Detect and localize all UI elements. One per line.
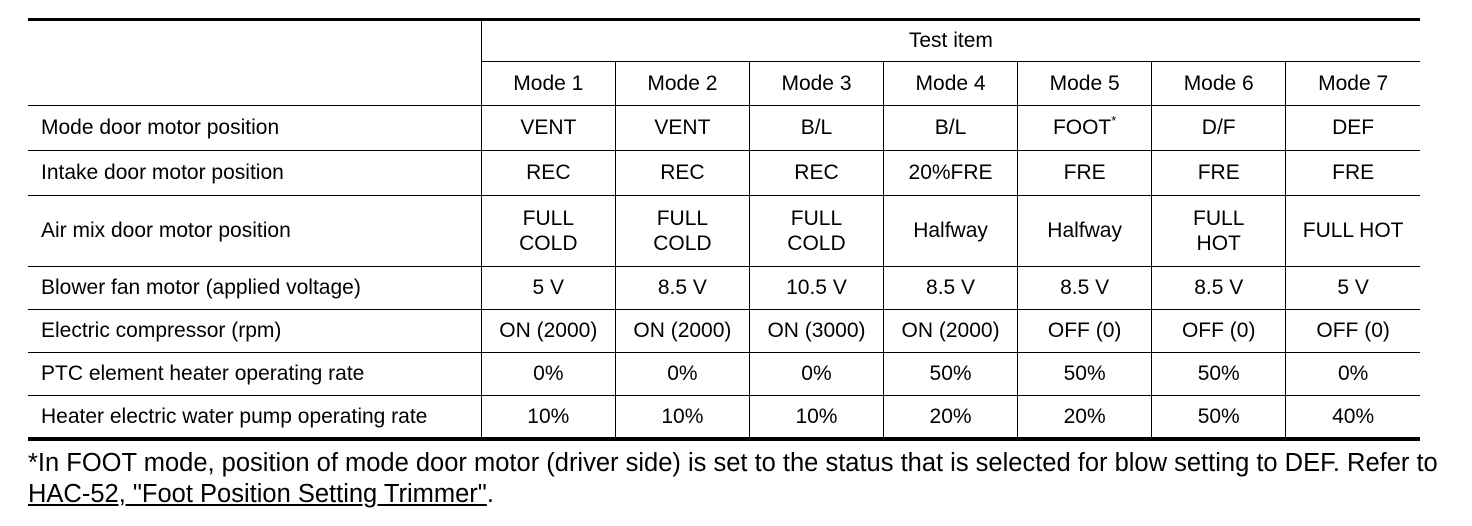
test-item-table-container <box>28 18 1420 441</box>
cell-line: FULL <box>656 206 709 230</box>
table-cell: VENT <box>615 106 749 151</box>
mode-header-row <box>28 62 1420 106</box>
mode-header: Mode 6 <box>1152 62 1286 106</box>
table-cell <box>615 196 749 267</box>
table-cell: 20%FRE <box>884 151 1018 196</box>
table-cell <box>749 196 883 267</box>
table-cell: D/F <box>1152 106 1286 151</box>
table-row <box>28 396 1420 439</box>
table-cell: 50% <box>884 353 1018 396</box>
row-label: Heater electric water pump operating rate <box>28 396 481 439</box>
cell-line: COLD <box>519 232 578 255</box>
table-cell: Halfway <box>884 196 1018 267</box>
cell-value: FOOT <box>1052 116 1112 140</box>
table-cell: DEF <box>1286 106 1420 151</box>
table-cell: REC <box>615 151 749 196</box>
corner-cell <box>28 20 481 62</box>
row-label: Electric compressor (rpm) <box>28 310 481 353</box>
table-cell: 0% <box>481 353 615 396</box>
table-cell: 0% <box>1286 353 1420 396</box>
cell-line: HOT <box>1196 232 1241 255</box>
table-row <box>28 310 1420 353</box>
table-cell: 8.5 V <box>884 267 1018 310</box>
table-cell: VENT <box>481 106 615 151</box>
table-cell: 20% <box>1018 396 1152 439</box>
table-cell: 10% <box>615 396 749 439</box>
table-cell: B/L <box>884 106 1018 151</box>
table-cell: 50% <box>1018 353 1152 396</box>
mode-header: Mode 5 <box>1018 62 1152 106</box>
reference-link[interactable]: HAC-52, "Foot Position Setting Trimmer" <box>28 480 487 508</box>
table-cell: 40% <box>1286 396 1420 439</box>
table-cell: OFF (0) <box>1286 310 1420 353</box>
table-cell: 0% <box>749 353 883 396</box>
table-row <box>28 151 1420 196</box>
table-cell: 50% <box>1152 396 1286 439</box>
table-cell: FULL HOT <box>1286 196 1420 267</box>
table-cell: 0% <box>615 353 749 396</box>
mode-header: Mode 4 <box>884 62 1018 106</box>
row-label: Mode door motor position <box>28 106 481 151</box>
table-cell: ON (2000) <box>481 310 615 353</box>
cell-line: FULL <box>522 206 574 230</box>
row-label: Air mix door motor position <box>28 196 481 267</box>
table-cell: 8.5 V <box>1018 267 1152 310</box>
footnote-marker: * <box>1111 113 1117 129</box>
table-cell: 5 V <box>1286 267 1420 310</box>
table-cell: 8.5 V <box>615 267 749 310</box>
table-cell-foot <box>1018 106 1152 151</box>
table-cell: FRE <box>1018 151 1152 196</box>
cell-line: COLD <box>787 232 846 255</box>
row-label: Blower fan motor (applied voltage) <box>28 267 481 310</box>
table-cell: B/L <box>749 106 883 151</box>
table-cell: ON (3000) <box>749 310 883 353</box>
table-cell: 10% <box>749 396 883 439</box>
footnote-text: *In FOOT mode, position of mode door motor (driver side) is set to the status that is selected for blow setting to DEF. Refer to <box>28 449 1438 477</box>
cell-line: COLD <box>653 232 712 255</box>
table-cell: REC <box>481 151 615 196</box>
table-cell: ON (2000) <box>884 310 1018 353</box>
table-cell: REC <box>749 151 883 196</box>
table-cell: Halfway <box>1018 196 1152 267</box>
table-cell: 10.5 V <box>749 267 883 310</box>
footnote-end: . <box>486 480 494 508</box>
row-label: Intake door motor position <box>28 151 481 196</box>
table-cell: 5 V <box>481 267 615 310</box>
table-cell: FRE <box>1152 151 1286 196</box>
table-cell: ON (2000) <box>615 310 749 353</box>
corner-cell-lower <box>28 62 481 106</box>
row-label: PTC element heater operating rate <box>28 353 481 396</box>
table-cell: OFF (0) <box>1152 310 1286 353</box>
test-item-header: Test item <box>481 20 1420 62</box>
table-cell: 8.5 V <box>1152 267 1286 310</box>
table-row <box>28 267 1420 310</box>
table-cell <box>481 196 615 267</box>
table-row <box>28 196 1420 267</box>
footnote <box>28 448 1448 510</box>
mode-header: Mode 2 <box>615 62 749 106</box>
table-cell: 50% <box>1152 353 1286 396</box>
mode-header: Mode 3 <box>749 62 883 106</box>
table-cell: FRE <box>1286 151 1420 196</box>
table-cell <box>1152 196 1286 267</box>
table-cell: 20% <box>884 396 1018 439</box>
table-cell: OFF (0) <box>1018 310 1152 353</box>
table-cell: 10% <box>481 396 615 439</box>
test-item-table <box>28 18 1420 441</box>
table-row <box>28 106 1420 151</box>
table-row <box>28 353 1420 396</box>
mode-header: Mode 7 <box>1286 62 1420 106</box>
cell-line: FULL <box>790 206 843 230</box>
cell-line: FULL <box>1193 206 1245 230</box>
group-header-row <box>28 20 1420 62</box>
mode-header: Mode 1 <box>481 62 615 106</box>
